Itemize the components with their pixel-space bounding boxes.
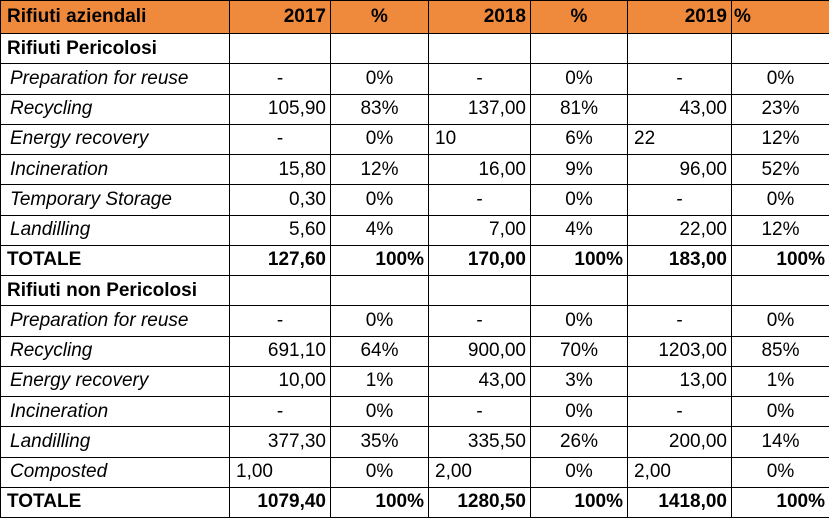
empty-cell bbox=[531, 276, 628, 306]
value-cell: - bbox=[628, 306, 732, 336]
empty-cell bbox=[230, 34, 331, 64]
header-year-2017: 2017 bbox=[230, 1, 331, 34]
percent-cell: 0% bbox=[331, 124, 429, 154]
percent-cell: 100% bbox=[531, 487, 628, 517]
percent-cell: 14% bbox=[732, 427, 829, 457]
value-cell: 0,30 bbox=[230, 185, 331, 215]
table-row bbox=[1, 306, 829, 336]
empty-cell bbox=[732, 276, 829, 306]
percent-cell: 0% bbox=[531, 306, 628, 336]
value-cell: 1,00 bbox=[230, 457, 331, 487]
value-cell: 170,00 bbox=[429, 245, 531, 275]
percent-cell: 52% bbox=[732, 155, 829, 185]
empty-cell bbox=[230, 276, 331, 306]
header-label: Rifiuti aziendali bbox=[1, 1, 230, 34]
section-row bbox=[1, 276, 829, 306]
header-percent-2017: % bbox=[331, 1, 429, 34]
value-cell: 5,60 bbox=[230, 215, 331, 245]
value-cell: 200,00 bbox=[628, 427, 732, 457]
percent-cell: 23% bbox=[732, 94, 829, 124]
value-cell: 105,90 bbox=[230, 94, 331, 124]
section-label: Rifiuti Pericolosi bbox=[1, 34, 230, 64]
value-cell: - bbox=[429, 64, 531, 94]
table-row bbox=[1, 124, 829, 154]
empty-cell bbox=[331, 34, 429, 64]
table-row bbox=[1, 155, 829, 185]
value-cell: 900,00 bbox=[429, 336, 531, 366]
percent-cell: 64% bbox=[331, 336, 429, 366]
value-cell: 137,00 bbox=[429, 94, 531, 124]
percent-cell: 12% bbox=[331, 155, 429, 185]
empty-cell bbox=[732, 34, 829, 64]
percent-cell: 0% bbox=[331, 306, 429, 336]
header-percent-2019: % bbox=[732, 1, 829, 34]
percent-cell: 9% bbox=[531, 155, 628, 185]
header-year-2019: 2019 bbox=[628, 1, 732, 34]
percent-cell: 0% bbox=[732, 306, 829, 336]
percent-cell: 0% bbox=[331, 457, 429, 487]
table-row bbox=[1, 427, 829, 457]
table-row bbox=[1, 457, 829, 487]
value-cell: 1203,00 bbox=[628, 336, 732, 366]
percent-cell: 26% bbox=[531, 427, 628, 457]
header-percent-2018: % bbox=[531, 1, 628, 34]
percent-cell: 100% bbox=[331, 487, 429, 517]
section-row bbox=[1, 34, 829, 64]
percent-cell: 6% bbox=[531, 124, 628, 154]
percent-cell: 81% bbox=[531, 94, 628, 124]
percent-cell: 100% bbox=[732, 245, 829, 275]
percent-cell: 0% bbox=[531, 397, 628, 427]
row-label: Temporary Storage bbox=[1, 185, 230, 215]
value-cell: - bbox=[230, 124, 331, 154]
percent-cell: 3% bbox=[531, 366, 628, 396]
percent-cell: 4% bbox=[531, 215, 628, 245]
value-cell: - bbox=[628, 64, 732, 94]
table-row bbox=[1, 397, 829, 427]
value-cell: 335,50 bbox=[429, 427, 531, 457]
value-cell: 1280,50 bbox=[429, 487, 531, 517]
empty-cell bbox=[531, 34, 628, 64]
empty-cell bbox=[628, 276, 732, 306]
table-row bbox=[1, 215, 829, 245]
row-label: Preparation for reuse bbox=[1, 64, 230, 94]
percent-cell: 85% bbox=[732, 336, 829, 366]
total-label: TOTALE bbox=[1, 245, 230, 275]
percent-cell: 0% bbox=[531, 457, 628, 487]
row-label: Recycling bbox=[1, 336, 230, 366]
row-label: Composted bbox=[1, 457, 230, 487]
value-cell: 1418,00 bbox=[628, 487, 732, 517]
value-cell: - bbox=[230, 306, 331, 336]
percent-cell: 0% bbox=[531, 185, 628, 215]
percent-cell: 100% bbox=[331, 245, 429, 275]
value-cell: - bbox=[230, 64, 331, 94]
value-cell: 22,00 bbox=[628, 215, 732, 245]
percent-cell: 4% bbox=[331, 215, 429, 245]
percent-cell: 100% bbox=[531, 245, 628, 275]
percent-cell: 70% bbox=[531, 336, 628, 366]
table-row bbox=[1, 185, 829, 215]
percent-cell: 83% bbox=[331, 94, 429, 124]
value-cell: 13,00 bbox=[628, 366, 732, 396]
value-cell: - bbox=[429, 306, 531, 336]
empty-cell bbox=[628, 34, 732, 64]
value-cell: - bbox=[429, 397, 531, 427]
value-cell: - bbox=[429, 185, 531, 215]
table-row bbox=[1, 94, 829, 124]
value-cell: 43,00 bbox=[628, 94, 732, 124]
value-cell: 10,00 bbox=[230, 366, 331, 396]
percent-cell: 0% bbox=[331, 64, 429, 94]
row-label: Energy recovery bbox=[1, 124, 230, 154]
row-label: Recycling bbox=[1, 94, 230, 124]
row-label: Preparation for reuse bbox=[1, 306, 230, 336]
table-row bbox=[1, 336, 829, 366]
percent-cell: 0% bbox=[331, 185, 429, 215]
value-cell: 2,00 bbox=[628, 457, 732, 487]
row-label: Incineration bbox=[1, 155, 230, 185]
empty-cell bbox=[429, 34, 531, 64]
row-label: Landilling bbox=[1, 427, 230, 457]
total-label: TOTALE bbox=[1, 487, 230, 517]
total-row bbox=[1, 487, 829, 517]
percent-cell: 0% bbox=[531, 64, 628, 94]
table-row bbox=[1, 64, 829, 94]
value-cell: 16,00 bbox=[429, 155, 531, 185]
empty-cell bbox=[429, 276, 531, 306]
value-cell: 96,00 bbox=[628, 155, 732, 185]
row-label: Incineration bbox=[1, 397, 230, 427]
value-cell: 377,30 bbox=[230, 427, 331, 457]
empty-cell bbox=[331, 276, 429, 306]
section-label: Rifiuti non Pericolosi bbox=[1, 276, 230, 306]
value-cell: - bbox=[628, 185, 732, 215]
value-cell: 10 bbox=[429, 124, 531, 154]
value-cell: 127,60 bbox=[230, 245, 331, 275]
row-label: Landilling bbox=[1, 215, 230, 245]
percent-cell: 35% bbox=[331, 427, 429, 457]
value-cell: 15,80 bbox=[230, 155, 331, 185]
value-cell: 43,00 bbox=[429, 366, 531, 396]
row-label: Energy recovery bbox=[1, 366, 230, 396]
header-year-2018: 2018 bbox=[429, 1, 531, 34]
percent-cell: 0% bbox=[331, 397, 429, 427]
percent-cell: 1% bbox=[331, 366, 429, 396]
total-row bbox=[1, 245, 829, 275]
value-cell: - bbox=[230, 397, 331, 427]
percent-cell: 0% bbox=[732, 64, 829, 94]
percent-cell: 0% bbox=[732, 457, 829, 487]
value-cell: 1079,40 bbox=[230, 487, 331, 517]
percent-cell: 12% bbox=[732, 215, 829, 245]
percent-cell: 12% bbox=[732, 124, 829, 154]
percent-cell: 100% bbox=[732, 487, 829, 517]
percent-cell: 1% bbox=[732, 366, 829, 396]
percent-cell: 0% bbox=[732, 185, 829, 215]
table-row bbox=[1, 366, 829, 396]
value-cell: 22 bbox=[628, 124, 732, 154]
value-cell: 2,00 bbox=[429, 457, 531, 487]
value-cell: 691,10 bbox=[230, 336, 331, 366]
value-cell: - bbox=[628, 397, 732, 427]
header-row bbox=[1, 1, 829, 34]
value-cell: 7,00 bbox=[429, 215, 531, 245]
percent-cell: 0% bbox=[732, 397, 829, 427]
value-cell: 183,00 bbox=[628, 245, 732, 275]
